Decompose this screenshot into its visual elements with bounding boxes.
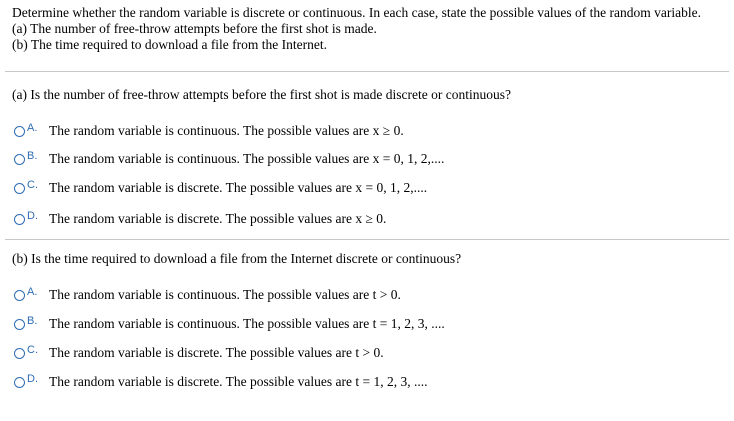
question-a: (a) Is the number of free-throw attempts before the first shot is made discrete or continuous? <box>12 87 511 102</box>
problem-statement <box>12 5 727 53</box>
option-text: The random variable is discrete. The possible values are x = 0, 1, 2,.... <box>49 180 428 195</box>
option-b-B[interactable] <box>14 315 445 333</box>
radio-button[interactable] <box>14 319 25 330</box>
option-letter: A. <box>27 122 38 134</box>
problem-item-a: (a) The number of free-throw attempts before the first shot is made. <box>12 21 377 36</box>
radio-button[interactable] <box>14 126 25 137</box>
option-text: The random variable is continuous. The possible values are t > 0. <box>49 287 401 302</box>
option-letter: D. <box>27 373 38 385</box>
option-letter: B. <box>27 315 38 327</box>
option-a-D[interactable] <box>14 210 386 228</box>
option-text: The random variable is discrete. The possible values are t > 0. <box>49 345 384 360</box>
divider-middle <box>5 239 729 240</box>
radio-button[interactable] <box>14 377 25 388</box>
option-text: The random variable is continuous. The possible values are t = 1, 2, 3, .... <box>49 316 445 331</box>
option-a-B[interactable] <box>14 150 444 168</box>
divider-top <box>5 71 729 72</box>
radio-button[interactable] <box>14 214 25 225</box>
option-a-A[interactable] <box>14 122 404 140</box>
option-b-C[interactable] <box>14 344 384 362</box>
problem-item-b: (b) The time required to download a file from the Internet. <box>12 37 328 52</box>
option-b-D[interactable] <box>14 373 428 391</box>
option-text: The random variable is discrete. The possible values are x ≥ 0. <box>49 211 387 226</box>
option-letter: A. <box>27 286 38 298</box>
option-letter: C. <box>27 344 38 356</box>
option-text: The random variable is discrete. The possible values are t = 1, 2, 3, .... <box>49 374 428 389</box>
radio-button[interactable] <box>14 290 25 301</box>
question-b: (b) Is the time required to download a file from the Internet discrete or continuous? <box>12 251 462 266</box>
option-letter: C. <box>27 179 38 191</box>
radio-button[interactable] <box>14 183 25 194</box>
radio-button[interactable] <box>14 154 25 165</box>
option-letter: D. <box>27 210 38 222</box>
option-letter: B. <box>27 150 38 162</box>
problem-instructions: Determine whether the random variable is discrete or continuous. In each case, state the possible values of the random variable. <box>12 5 702 20</box>
option-a-C[interactable] <box>14 179 427 197</box>
radio-button[interactable] <box>14 348 25 359</box>
option-b-A[interactable] <box>14 286 401 304</box>
option-text: The random variable is continuous. The possible values are x = 0, 1, 2,.... <box>49 151 445 166</box>
option-text: The random variable is continuous. The possible values are x ≥ 0. <box>49 123 404 138</box>
